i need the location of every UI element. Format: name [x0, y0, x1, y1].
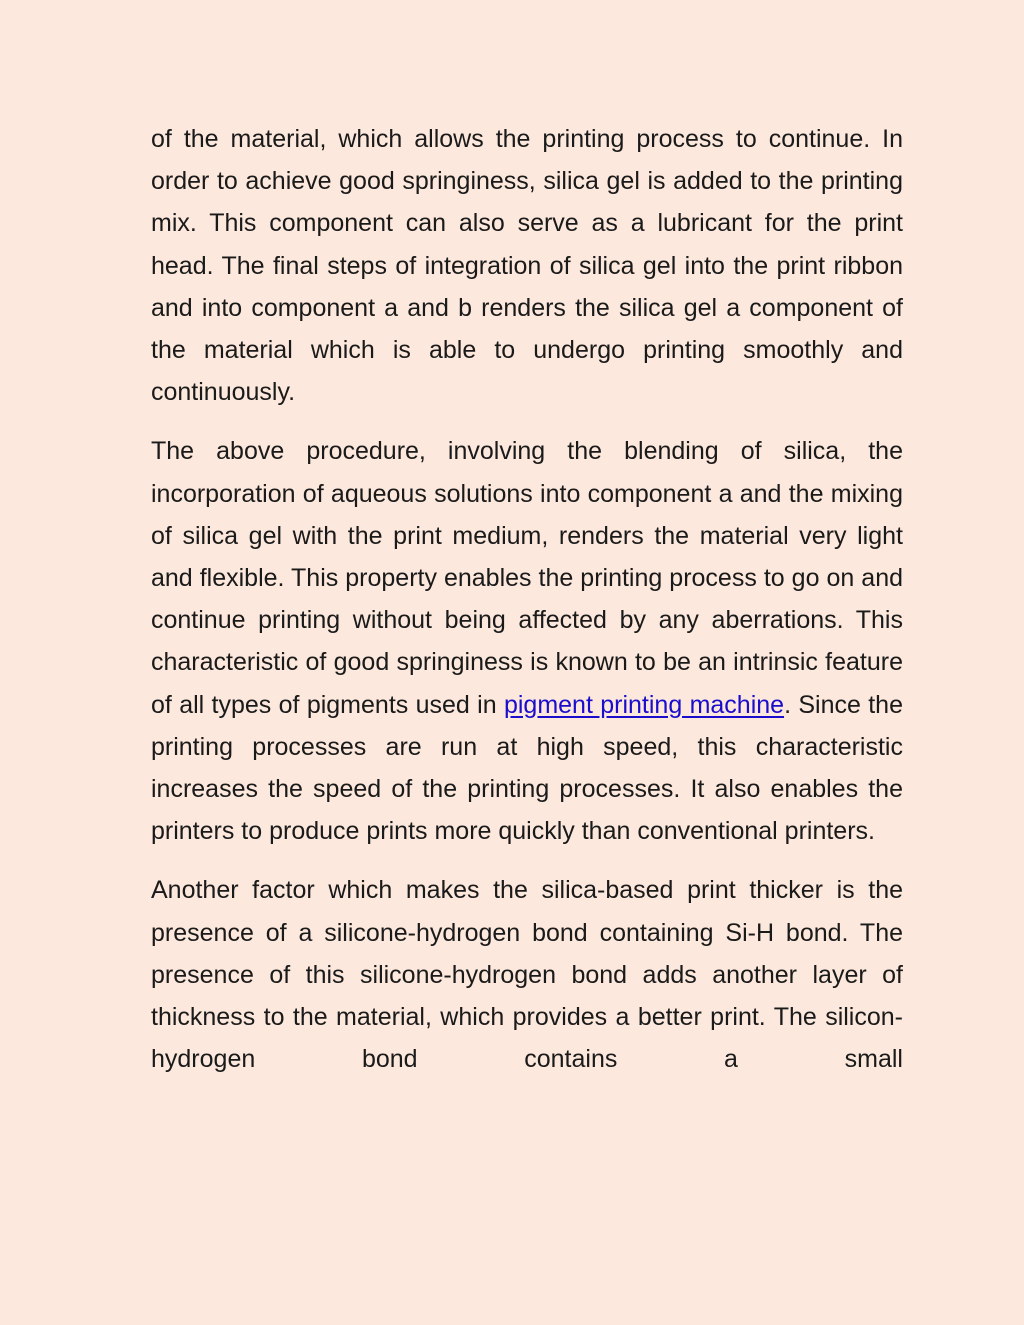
- paragraph-1: of the material, which allows the printing process to continue. In order to achieve good springiness, silica gel is added to the printing mix. This component can also serve as a lubricant for the print head. The final steps of integration of silica gel into the print ribbon and into component a and b renders the silica gel a component of the material which is able to undergo printing smoothly and continuously.: [151, 125, 903, 407]
- paragraph-2-text-before-link: The above procedure, involving the blending of silica, the incorporation of aqueous solutions into component a and the mixing of silica gel with the print medium, renders the material very light and flexible. This property enables the printing process to go on and continue printing without being affected by any aberrations. This characteristic of good springiness is known to be an intrinsic feature of all types of pigments used in: [151, 437, 903, 719]
- paragraph-2-text-after-link: . Since the printing processes are run at high speed, this characteristic increases the speed of the printing processes. It also enables the printers to produce prints more quickly than conventional printers.: [151, 690, 903, 846]
- pigment-printing-machine-link[interactable]: pigment printing machine: [503, 690, 785, 719]
- paragraph-2: [151, 430, 903, 852]
- document-page: [151, 118, 903, 1097]
- paragraph-3: Another factor which makes the silica-based print thicker is the presence of a silicone-hydrogen bond containing Si-H bond. The presence of this silicone-hydrogen bond adds another layer of thickness to the material, which provides a better print. The silicon-hydrogen bond contains a small: [151, 876, 903, 1074]
